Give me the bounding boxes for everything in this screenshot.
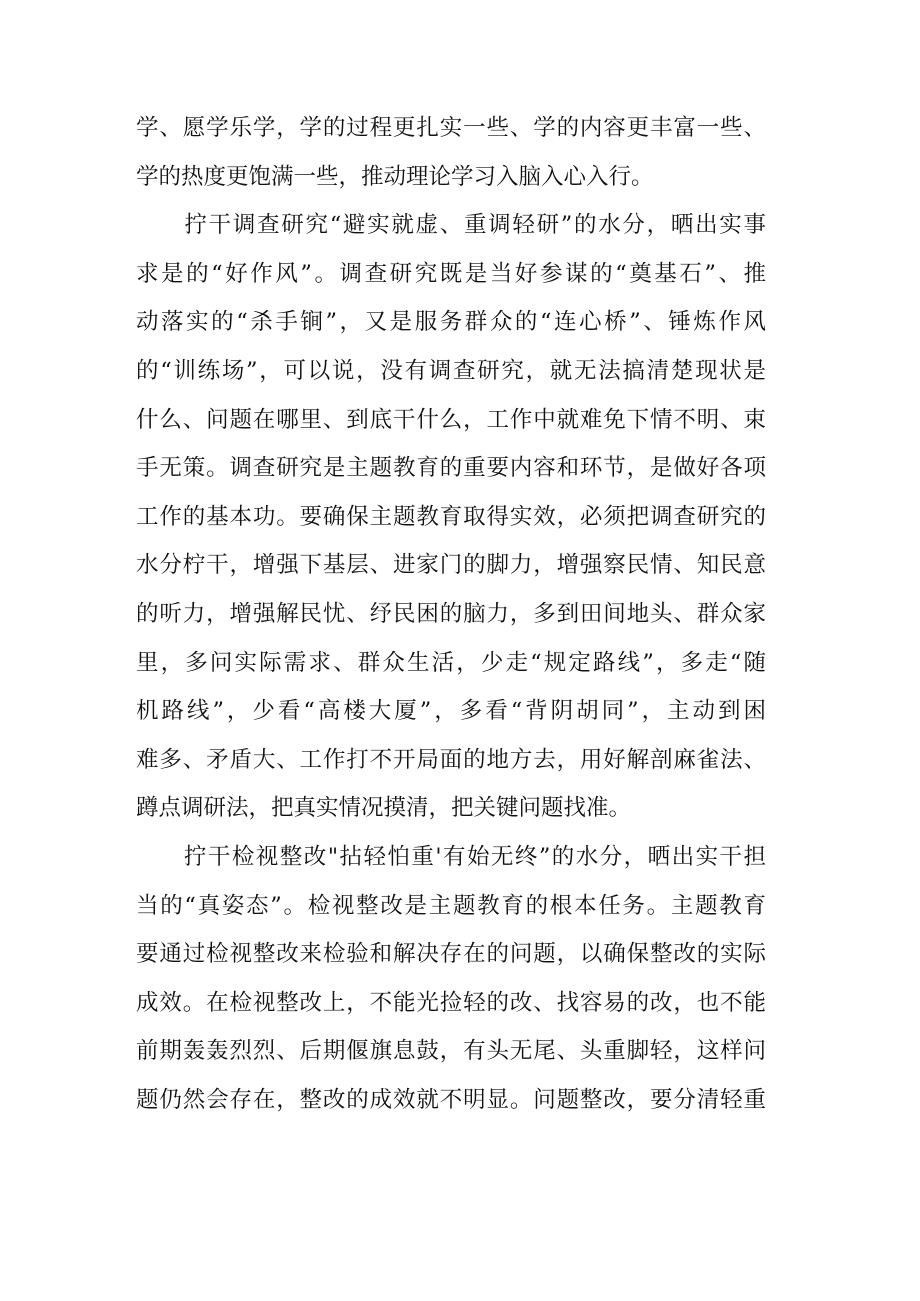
text-line: 前期轰轰烈烈、后期偃旗息鼓，有头无尾、头重脚轻，这样问: [136, 1038, 766, 1065]
text-line: 里，多问实际需求、群众生活，少走“规定路线”，多走“随: [136, 649, 766, 676]
text-line: 拧干调查研究“避实就虚、重调轻研”的水分，晒出实事: [136, 212, 766, 239]
text-line: 什么、问题在哪里、到底干什么，工作中就难免下情不明、束: [136, 406, 766, 433]
text-line: 难多、矛盾大、工作打不开局面的地方去，用好解剖麻雀法、: [136, 746, 766, 773]
text-line: 要通过检视整改来检验和解决存在的问题，以确保整改的实际: [136, 941, 766, 968]
text-line: 当的“真姿态”。检视整改是主题教育的根本任务。主题教育: [136, 892, 766, 919]
text-line: 成效。在检视整改上，不能光捡轻的改、找容易的改，也不能: [136, 989, 766, 1016]
text-line: 学的热度更饱满一些，推动理论学习入脑入心入行。: [136, 163, 654, 190]
text-line: 的听力，增强解民忧、纾民困的脑力，多到田间地头、群众家: [136, 600, 766, 627]
text-line: 拧干检视整改"拈轻怕重'有始无终”的水分，晒出实干担: [136, 843, 766, 870]
text-line: 水分柠干，增强下基层、进家门的脚力，增强察民情、知民意: [136, 552, 766, 579]
text-line: 的“训练场”，可以说，没有调查研究，就无法搞清楚现状是: [136, 357, 766, 384]
text-line: 蹲点调研法，把真实情况摸清，把关键问题找准。: [136, 795, 632, 822]
text-line: 学、愿学乐学，学的过程更扎实一些、学的内容更丰富一些、: [136, 115, 766, 141]
text-line: 手无策。调查研究是主题教育的重要内容和环节，是做好各项: [136, 455, 766, 482]
document-body: [136, 104, 766, 1124]
text-line: 题仍然会存在，整改的成效就不明显。问题整改，要分清轻重: [136, 1086, 766, 1113]
text-line: 机路线”，少看“高楼大厦”，多看“背阴胡同”，主动到困: [136, 698, 766, 725]
text-line: 工作的基本功。要确保主题教育取得实效，必须把调查研究的: [136, 503, 766, 530]
text-line: 动落实的“杀手锏”，又是服务群众的“连心桥”、锤炼作风: [136, 309, 766, 336]
text-line: 求是的“好作风”。调查研究既是当好参谋的“奠基石”、推: [136, 260, 766, 287]
